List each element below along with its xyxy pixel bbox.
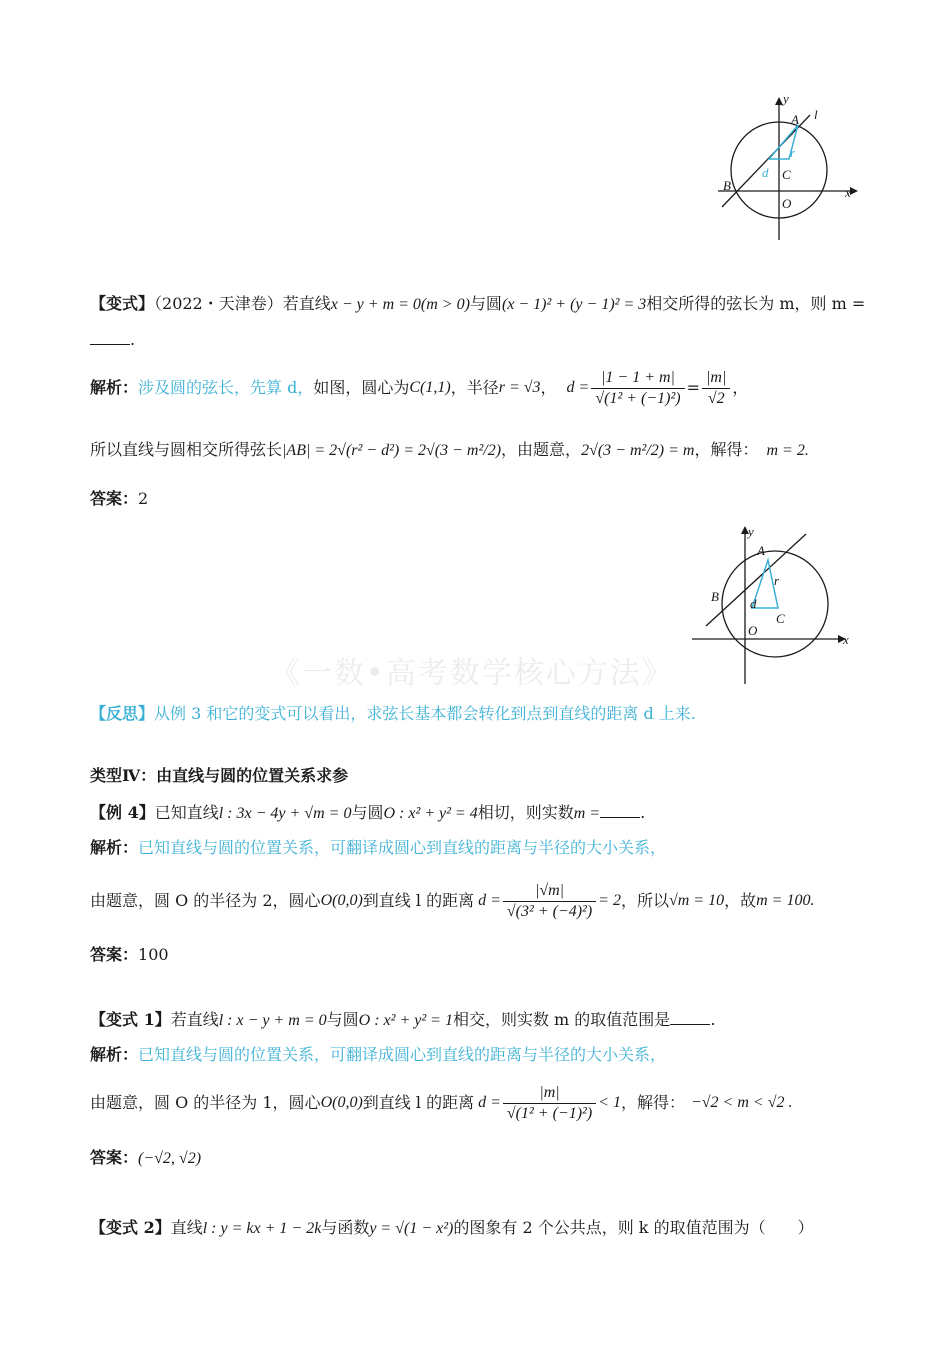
answer-blank [600,803,640,818]
answer-1: 答案：2 [90,489,149,508]
label-C: C [776,611,785,626]
analysis-4: 解析：已知直线与圆的位置关系，可翻译成圆心到直线的距离与半径的大小关系， [90,838,667,857]
distance-fraction: $\frac{|1 - 1 + m|}{\text{√(1² + (−1)²)}}$ [591,368,684,409]
label-A: A [757,543,765,558]
analysis-1-chord: 所以直线与圆相交所得弦长|AB| = 2√(r² − d²) = 2√(3 − m²/2)，由题意，2√(3 − m²/2) = m，解得： m = 2. [90,440,809,459]
analysis-1: 解析： 涉及圆的弦长，先算 d， 如图，圆心为 C(1,1) ，半径 r = √3 ， d = $\frac{|1 - 1 + m|}{\text{√(1² + (−1)²)}}$ = $\frac{|m|}{√2}$ ， [90,368,749,407]
label-x: x [843,632,849,647]
source: （2022・天津卷） [154,294,283,313]
variant-tag: 【变式】 [90,294,155,313]
figure-1-diagram [710,95,860,245]
label-B: B [723,178,731,193]
analysis-hint: 涉及圆的弦长，先算 d， [138,378,314,397]
label-y: y [783,95,789,106]
label-r: r [790,145,796,160]
label-O: O [782,196,792,211]
label-B: B [711,589,719,604]
type-4-heading: 类型Ⅳ：由直线与圆的位置关系求参 [90,766,349,785]
analysis-label: 解析： [90,378,139,397]
variant-1-blank: . [90,330,135,350]
distance-fraction-simplified: $\frac{|m|}{√2}$ [702,368,730,409]
label-r: r [774,573,780,588]
variant-3-question: 【变式 2】直线l : y = kx + 1 − 2k与函数y = √(1 − x²)的图象有 2 个公共点，则 k 的取值范围为（ ） [90,1218,814,1237]
chord-formula: |AB| = 2√(r² − d²) = 2√(3 − m²/2) [282,442,502,459]
analysis-5-detail: 由题意，圆 O 的半径为 1，圆心 O(0,0) 到直线 l 的距离 d = $\frac{|m|}{\text{√(1² + (−1)²)}}$ < 1 ，解得： −√2 < m < √2 . [90,1083,793,1122]
answer-blank [90,330,130,345]
label-A: A [791,112,799,127]
label-y: y [748,524,754,539]
answer-4: 答案：100 [90,945,169,964]
answer-blank [670,1010,710,1025]
figure-2-diagram [688,522,858,687]
label-d: d [750,596,757,611]
variant-2-question: 【变式 1】若直线l : x − y + m = 0与圆O : x² + y² = 1相交，则实数 m 的取值范围是 . [90,1010,716,1029]
watermark: 《一数•高考数学核心方法》 [270,656,674,691]
analysis-5: 解析：已知直线与圆的位置关系，可翻译成圆心到直线的距离与半径的大小关系， [90,1045,667,1064]
y-axis-arrow [775,97,783,105]
label-O: O [748,623,758,638]
analysis-4-detail: 由题意，圆 O 的半径为 2，圆心 O(0,0) 到直线 l 的距离 d = $\frac{|√m|}{\text{√(3² + (−4)²)}}$ = 2 ，所以 √m = 10 ，故 m = 100. [90,881,815,920]
circle-equation: (x − 1)² + (y − 1)² = 3 [501,296,647,313]
x-axis-arrow [850,187,858,195]
line-equation: x − y + m = 0(m > 0) [330,296,470,313]
example-4-question: 【例 4】已知直线l : 3x − 4y + √m = 0与圆O : x² + y² = 4相切，则实数m = . [90,803,646,822]
circle [722,551,828,657]
label-C: C [782,167,791,182]
label-x: x [845,185,851,200]
variant-1-question: 【变式】（2022・天津卷）若直线x − y + m = 0(m > 0)与圆(x − 1)² + (y − 1)² = 3相交所得的弦长为 m，则 m = [90,294,866,313]
label-d: d [762,165,769,180]
label-l: l [814,107,818,122]
line-l [706,534,806,626]
answer-5: 答案：(−√2, √2) [90,1148,202,1167]
reflection: 【反思】从例 3 和它的变式可以看出，求弦长基本都会转化到点到直线的距离 d 上来. [90,704,696,723]
